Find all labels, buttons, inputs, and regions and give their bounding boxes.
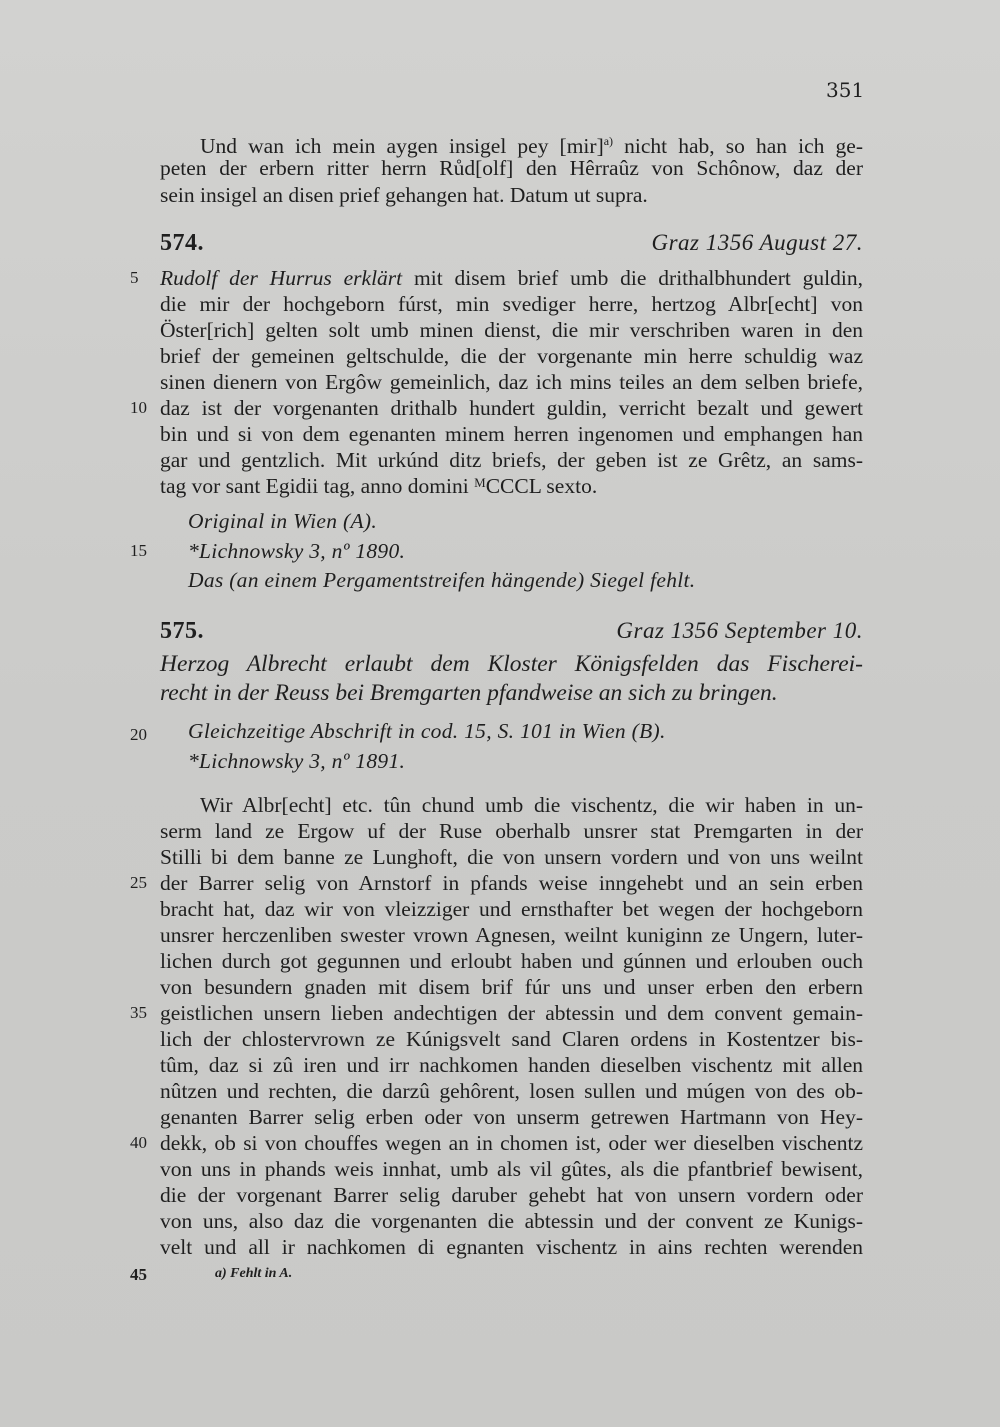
footnote: a) Fehlt in A. [215,1266,293,1281]
doc-575-line-15: von uns in phands weis innhat, umb als vil gûtes, als die pfantbrief bewisent, [160,1157,863,1181]
doc-575-line-7: lichen durch got gegunnen und erloubt haben und gúnnen und erlouben ouch [160,949,863,973]
doc-575-summary-2: recht in der Reuss bei Bremgarten pfandweise an sich zu bringen. [160,680,778,706]
line-number-45: 45 [130,1265,147,1284]
doc-574-place-date: Graz 1356 August 27. [651,230,863,255]
doc-574-line-7: bin und si von dem egenanten minem herren ingenomen und emphangen han [160,422,863,446]
doc-575-line-1: Wir Albr[echt] etc. tûn chund umb die vischentz, die wir haben in un- [200,793,863,817]
doc-575-line-13: genanten Barrer selig erben oder von unserm getrewen Hartmann von Hey- [160,1105,863,1129]
doc-575-summary-1: Herzog Albrecht erlaubt dem Kloster Königsfelden das Fischerei- [160,651,863,677]
doc-574-line-5: sinen dienern von Ergôw gemeinlich, daz ich mins teiles an dem selben briefe, [160,370,863,394]
doc-575-place-date: Graz 1356 September 10. [616,618,863,643]
doc-575-line-3: Stilli bi dem banne ze Lunghoft, die von unsern vordern und von uns weilnt [160,845,863,869]
line-number-40: 40 [130,1133,147,1152]
line-number-10: 10 [130,398,147,417]
doc-574-note-original: Original in Wien (A). [188,509,378,533]
doc-575-line-11: tûm, daz si zû iren und irr nachkomen handen dieselben vischentz mit allen [160,1053,863,1077]
doc-575-line-18: velt und all ir nachkomen di egnanten vischentz in ains rechten werenden [160,1235,863,1259]
page-number: 351 [826,78,865,102]
doc-574-line-6: daz ist der vorgenanten drithalb hundert guldin, verricht bezalt und gewert [160,396,863,420]
line-number-5: 5 [130,268,139,287]
doc-575-line-2: serm land ze Ergow uf der Ruse oberhalb unsrer stat Premgarten in der [160,819,863,843]
line-number-25: 25 [130,873,147,892]
line-number-35: 35 [130,1003,147,1022]
doc-575-line-8: von besundern gnaden mit disem brif fúr uns und unser erben den erbern [160,975,863,999]
doc-575-number: 575. [160,618,204,644]
doc-574-line-4: brief der gemeinen geltschulde, die der vorgenante min herre schuldig waz [160,344,863,368]
doc-575-line-10: lich der chlostervrown ze Kúnigsvelt sand Claren ordens in Kostentzer bis- [160,1027,863,1051]
doc-575-note-copy: Gleichzeitige Abschrift in cod. 15, S. 101 in Wien (B). [188,719,666,743]
doc-575-heading [160,618,863,648]
intro-line-2: peten der erbern ritter herrn Růd[olf] den Hêrraûz von Schônow, daz der [160,156,863,180]
doc-575-line-12: nûtzen und rechten, die darzû gehôrent, losen sullen und múgen von des ob- [160,1079,863,1103]
doc-575-line-17: von uns, also daz die vorgenanten die abtessin und der convent ze Kunigs- [160,1209,863,1233]
doc-574-line-8: gar und gentzlich. Mit urkúnd ditz briefs, der geben ist ze Grêtz, an sams- [160,448,863,472]
footnote-marker: a) [603,134,614,148]
doc-575-note-lichnowsky: *Lichnowsky 3, nº 1891. [188,749,406,773]
doc-575-line-6: unsrer herczenliben swester vrown Agnesen, weilnt kuniginn ze Ungern, luter- [160,923,863,947]
doc-574-note-seal: Das (an einem Pergamentstreifen hängende) Siegel fehlt. [188,568,696,592]
doc-574-line-9: tag vor sant Egidii tag, anno domini ᴹCCCL sexto. [160,474,598,498]
intro-line-1: Und wan ich mein aygen insigel pey [mir]$^{a)}$ nicht hab, so han ich ge- [200,134,863,159]
doc-574-note-lichnowsky: *Lichnowsky 3, nº 1890. [188,539,406,563]
doc-575-line-4: der Barrer selig von Arnstorf in pfands weise inngehebt und an sein erben [160,871,863,895]
doc-575-line-9: geistlichen unsern lieben andechtigen der abtessin und dem convent gemain- [160,1001,863,1025]
intro-line-3: sein insigel an disen prief gehangen hat. Datum ut supra. [160,183,648,207]
doc-574-number: 574. [160,230,204,256]
line-number-20: 20 [130,725,147,744]
doc-575-line-5: bracht hat, daz wir von vleizziger und ernsthafter bet wegen der hochgeborn [160,897,863,921]
doc-574-line-1: Rudolf der Hurrus erklärt mit disem brief umb die drithalbhundert guldin, [160,266,863,290]
doc-575-line-14: dekk, ob si von chouffes wegen an in chomen ist, oder wer dieselben vischentz [160,1131,863,1155]
doc-575-line-16: die der vorgenant Barrer selig daruber gehebt hat von unsern vordern oder [160,1183,863,1207]
doc-574-heading [160,230,863,260]
doc-574-line-3: Öster[rich] gelten solt umb minen dienst, die mir verschriben waren in den [160,318,863,342]
line-number-15: 15 [130,541,147,560]
doc-574-line-2: die mir der hochgeborn fúrst, min svediger herre, hertzog Albr[echt] von [160,292,863,316]
